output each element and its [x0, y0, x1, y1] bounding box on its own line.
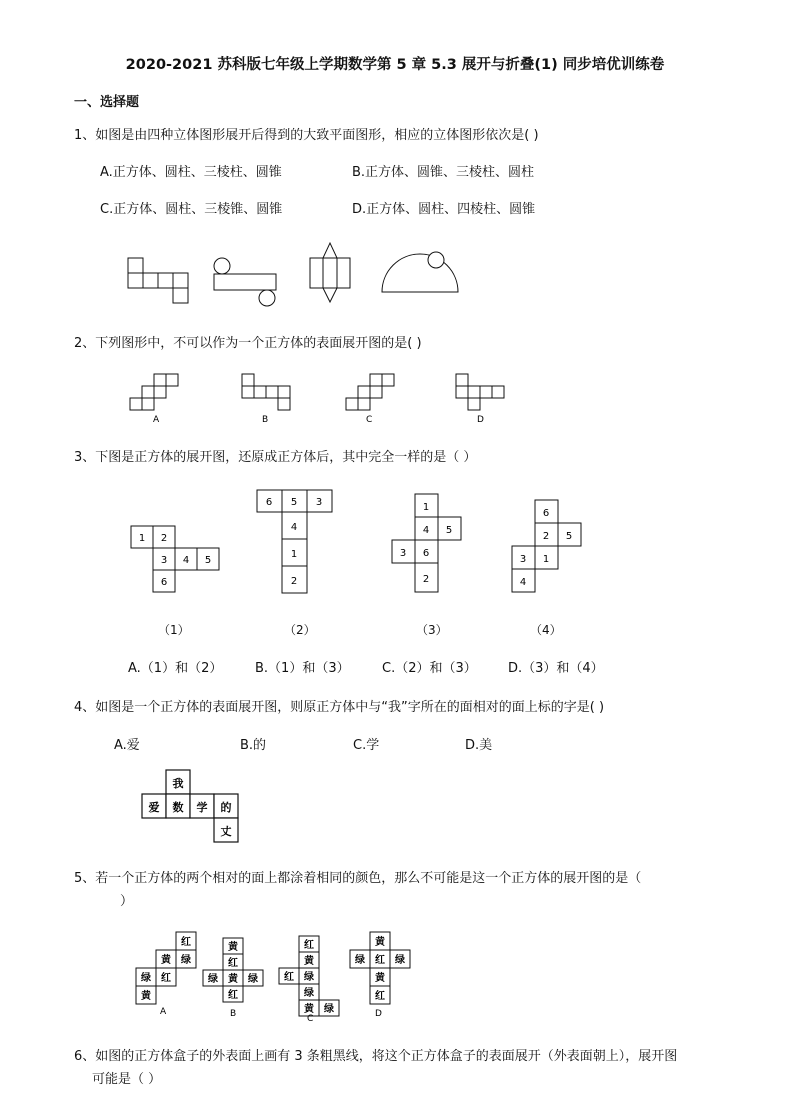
q4-face-ai: 爱	[148, 801, 160, 814]
question-5-text-cont: ）	[120, 894, 134, 909]
q1-cube-net-figure	[128, 258, 188, 303]
q1-option-d: D.正方体、圆柱、四棱柱、圆锥	[352, 202, 536, 217]
section-heading: 一、选择题	[74, 95, 140, 110]
q3-net1-face: 2	[160, 533, 168, 544]
q3-net2-face: 1	[290, 549, 298, 560]
question-4-text: 4、如图是一个正方体的表面展开图，则原正方体中与“我”字所在的面相对的面上标的字是( )	[74, 700, 605, 715]
q3-net3-face: 4	[422, 525, 430, 536]
q4-option-d: D.美	[465, 738, 493, 753]
q5-a-face: 红	[181, 937, 191, 948]
q3-option-b: B.（1）和（3）	[255, 661, 350, 676]
q3-net4-face: 3	[519, 554, 527, 565]
q1-option-b: B.正方体、圆锥、三棱柱、圆柱	[352, 165, 535, 180]
q3-net-3	[392, 494, 461, 592]
q5-c-face: 红	[304, 940, 314, 951]
q1-figures	[120, 238, 460, 308]
q3-caption-3: （3）	[416, 623, 448, 637]
q2-net-d	[456, 374, 504, 410]
q2-figures	[120, 366, 540, 426]
q5-a-face: 黄	[141, 991, 151, 1002]
q2-net-a	[130, 374, 178, 410]
q3-caption-2: （2）	[284, 623, 316, 637]
q5-c-face: 绿	[324, 1004, 334, 1015]
q3-net2-face: 4	[290, 522, 298, 533]
q2-label-d: D	[477, 415, 484, 425]
q3-net-2	[257, 490, 332, 593]
q3-net4-face: 2	[542, 531, 550, 542]
q4-face-shu: 数	[172, 801, 184, 814]
q4-face-de: 的	[220, 801, 232, 814]
q1-cone-net-figure	[382, 252, 458, 292]
q3-net3-face: 5	[445, 525, 453, 536]
q5-d-face: 绿	[395, 955, 405, 966]
q3-net1-face: 6	[160, 577, 168, 588]
q5-label-c: C	[307, 1014, 314, 1022]
q5-label-a: A	[160, 1007, 167, 1017]
q3-net4-face: 4	[519, 577, 527, 588]
q3-net3-face: 3	[399, 548, 407, 559]
q5-a-face: 绿	[181, 955, 191, 966]
q4-option-b: B.的	[240, 738, 267, 753]
q3-net2-face: 6	[265, 497, 273, 508]
q5-d-face: 绿	[355, 955, 365, 966]
q5-c-face: 红	[284, 972, 294, 983]
q2-net-b	[242, 374, 290, 410]
q5-d-face: 红	[375, 955, 385, 966]
q3-net1-face: 5	[204, 555, 212, 566]
q3-caption-4: （4）	[530, 623, 562, 637]
q3-net1-face: 1	[138, 533, 146, 544]
q4-option-c: C.学	[353, 738, 380, 753]
q3-net3-face: 1	[422, 502, 430, 513]
q5-a-face: 红	[161, 973, 171, 984]
q1-option-c: C.正方体、圆柱、三棱锥、圆锥	[100, 202, 283, 217]
q5-b-face: 黄	[228, 942, 238, 953]
q4-net	[138, 768, 248, 848]
q2-label-a: A	[153, 415, 160, 425]
q5-label-d: D	[375, 1009, 382, 1019]
question-1-text: 1、如图是由四种立体图形展开后得到的大致平面图形，相应的立体图形依次是( )	[74, 128, 539, 143]
page-title: 2020-2021 苏科版七年级上学期数学第 5 章 5.3 展开与折叠(1) 同步培优训练卷	[125, 57, 665, 73]
q3-net-4	[512, 500, 581, 592]
q5-c-face: 绿	[304, 972, 314, 983]
q5-b-face: 红	[228, 990, 238, 1001]
q2-label-b: B	[262, 415, 269, 425]
q5-a-face: 绿	[141, 973, 151, 984]
q3-net4-face: 1	[542, 554, 550, 565]
q4-option-a: A.爱	[114, 738, 140, 753]
q5-c-face: 黄	[304, 956, 314, 967]
q3-net2-face: 2	[290, 576, 298, 587]
q3-net2-face: 3	[315, 497, 323, 508]
q5-b-face: 绿	[208, 974, 218, 985]
q3-option-d: D.（3）和（4）	[508, 661, 604, 676]
question-6-text-cont: 可能是（ ）	[92, 1072, 162, 1087]
q5-net-a	[136, 932, 196, 1004]
q3-net2-face: 5	[290, 497, 298, 508]
q5-b-face: 红	[228, 958, 238, 969]
q5-b-face: 黄	[228, 974, 238, 985]
q3-net3-face: 6	[422, 548, 430, 559]
question-3-text: 3、下图是正方体的展开图，还原成正方体后，其中完全一样的是（ ）	[74, 450, 477, 465]
q5-net-b	[203, 938, 263, 1002]
q3-figures	[120, 484, 600, 594]
q4-face-wo: 我	[172, 777, 184, 790]
q1-cylinder-net-figure	[214, 258, 276, 306]
q5-d-face: 黄	[375, 973, 385, 984]
q3-net4-face: 6	[542, 508, 550, 519]
q4-face-zhang: 丈	[220, 825, 232, 838]
q5-a-face: 黄	[161, 955, 171, 966]
q1-prism-net-figure	[310, 243, 350, 302]
question-6-text: 6、如图的正方体盒子的外表面上画有 3 条粗黑线，将这个正方体盒子的表面展开（外表面朝上），展开图	[74, 1049, 678, 1064]
q3-option-a: A.（1）和（2）	[128, 661, 223, 676]
q5-figures	[130, 926, 430, 1022]
q3-net4-face: 5	[565, 531, 573, 542]
q5-b-face: 绿	[248, 974, 258, 985]
q3-option-c: C.（2）和（3）	[382, 661, 477, 676]
q2-label-c: C	[366, 415, 373, 425]
q2-net-c	[346, 374, 394, 410]
q3-net1-face: 3	[160, 555, 168, 566]
q1-option-a: A.正方体、圆柱、三棱柱、圆锥	[100, 165, 282, 180]
q3-net3-face: 2	[422, 574, 430, 585]
q3-net1-face: 4	[182, 555, 190, 566]
q5-net-c	[279, 936, 339, 1016]
q3-caption-1: （1）	[158, 623, 190, 637]
q4-face-xue: 学	[196, 801, 208, 814]
question-2-text: 2、下列图形中，不可以作为一个正方体的表面展开图的是( )	[74, 336, 422, 351]
q5-d-face: 红	[375, 991, 385, 1002]
q5-c-face: 绿	[304, 988, 314, 999]
q5-label-b: B	[230, 1009, 237, 1019]
q5-c-face: 黄	[304, 1004, 314, 1015]
q3-net-1	[131, 526, 219, 592]
question-5-text: 5、若一个正方体的两个相对的面上都涂着相同的颜色，那么不可能是这一个正方体的展开图的是（	[74, 871, 642, 886]
q5-d-face: 黄	[375, 937, 385, 948]
q5-net-d	[350, 932, 410, 1004]
